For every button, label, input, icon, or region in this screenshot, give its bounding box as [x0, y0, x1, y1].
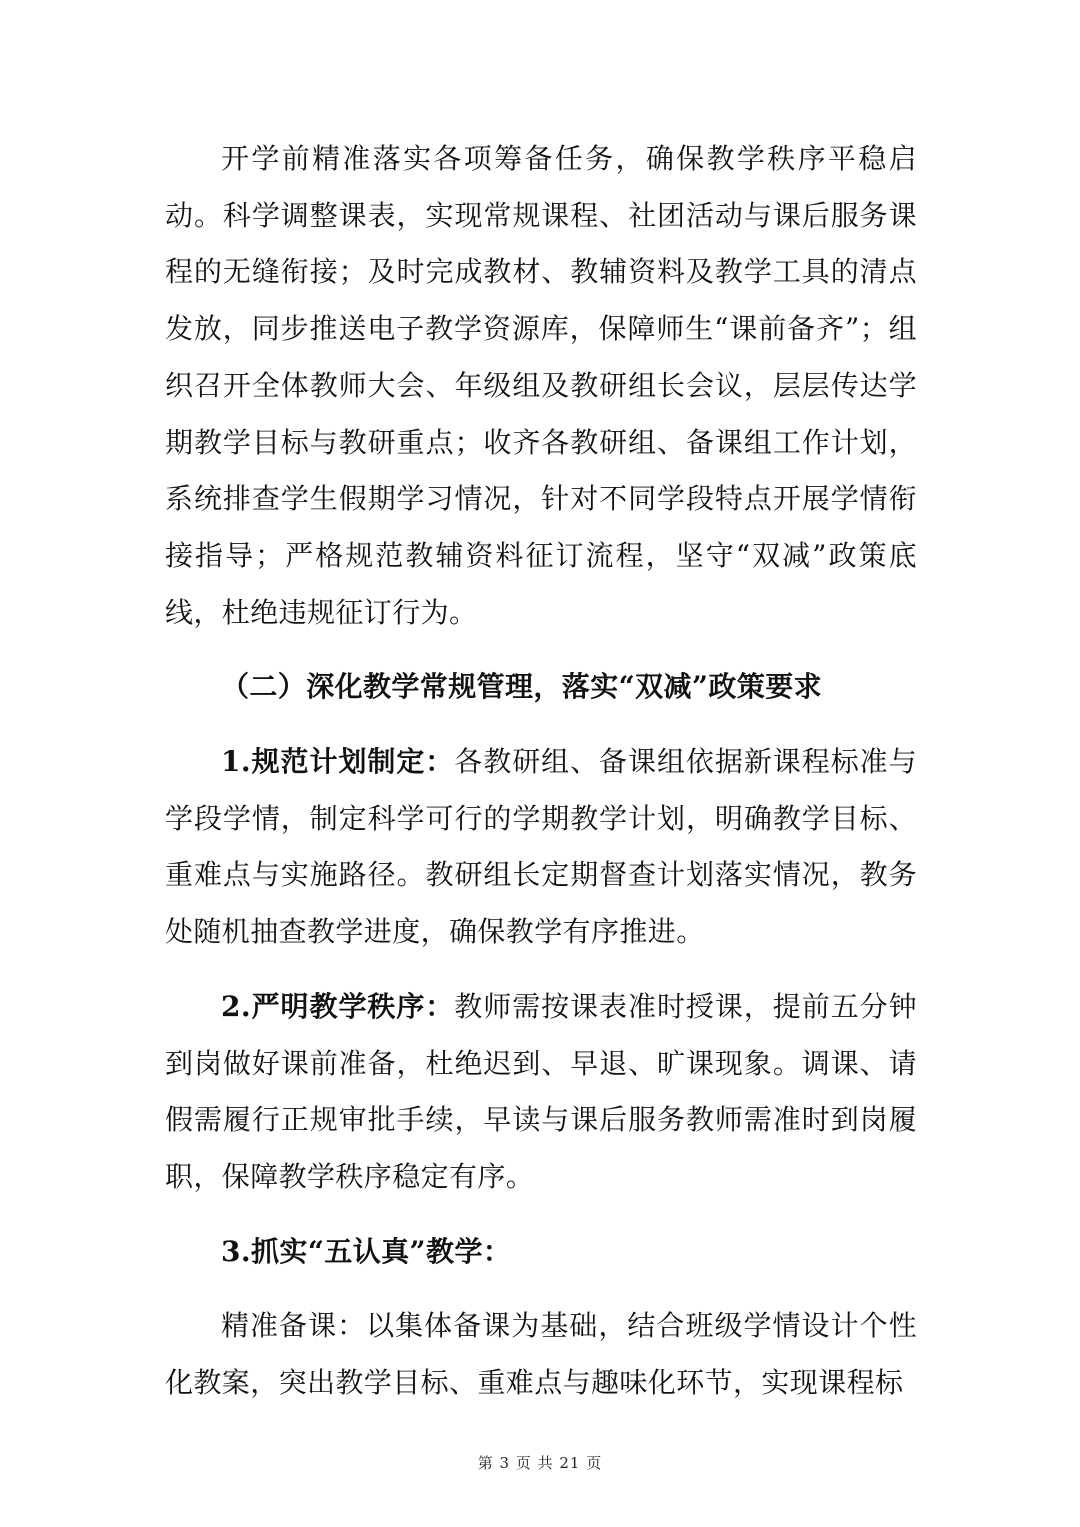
paragraph-gap [165, 716, 917, 734]
paragraph-gap [165, 961, 917, 979]
paragraph-lead-title: 2.严明教学秩序： [221, 989, 455, 1023]
paragraph-lead-title: 1.规范计划制定： [221, 745, 455, 779]
paragraph-gap [165, 1280, 917, 1298]
paragraph-gap [165, 1206, 917, 1224]
paragraph-body-text: 教师需按课表准时授课，提前五分钟到岗做好课前准备，杜绝迟到、早退、旷课现象。调课、请假需履行正规审批手续，早读与课后服务教师需准时到岗履职，保障教学秩序稳定有序。 [165, 989, 917, 1193]
paragraph-body-text: 各教研组、备课组依据新课程标准与学段学情，制定科学可行的学期教学计划，明确教学目标、重难点与实施路径。教研组长定期督查计划落实情况，教务处随机抽查教学进度，确保教学有序推进。 [165, 745, 917, 949]
section-heading-2: （二）深化教学常规管理，落实“双减”政策要求 [221, 670, 823, 704]
paragraph-lead-title: 3.抓实“五认真”教学： [221, 1234, 512, 1268]
document-body [165, 131, 917, 1412]
paragraph-preparation: 开学前精准落实各项筹备任务，确保教学秩序平稳启动。科学调整课表，实现常规课程、社团活动与课后服务课程的无缝衔接；及时完成教材、教辅资料及教学工具的清点发放，同步推送电子教学资源库，保障师生“课前备齐”；组织召开全体教师大会、年级组及教研组长会议，层层传达学期教学目标与教研重点；收齐各教研组、备课组工作计划，系统排查学生假期学习情况，针对不同学段特点开展学情衔接指导；严格规范教辅资料征订流程，坚守“双减”政策底线，杜绝违规征订行为。 [165, 142, 917, 629]
paragraph-lesson-prep: 精准备课：以集体备课为基础，结合班级学情设计个性化教案，突出教学目标、重难点与趣味化环节，实现课程标 [165, 1309, 917, 1400]
page-footer: 第 3 页 共 21 页 [477, 1454, 603, 1472]
paragraph-gap [165, 641, 917, 659]
paragraph-plan-making [165, 734, 917, 961]
paragraph-five-earnest [165, 1224, 917, 1281]
paragraph-teaching-order [165, 979, 917, 1206]
